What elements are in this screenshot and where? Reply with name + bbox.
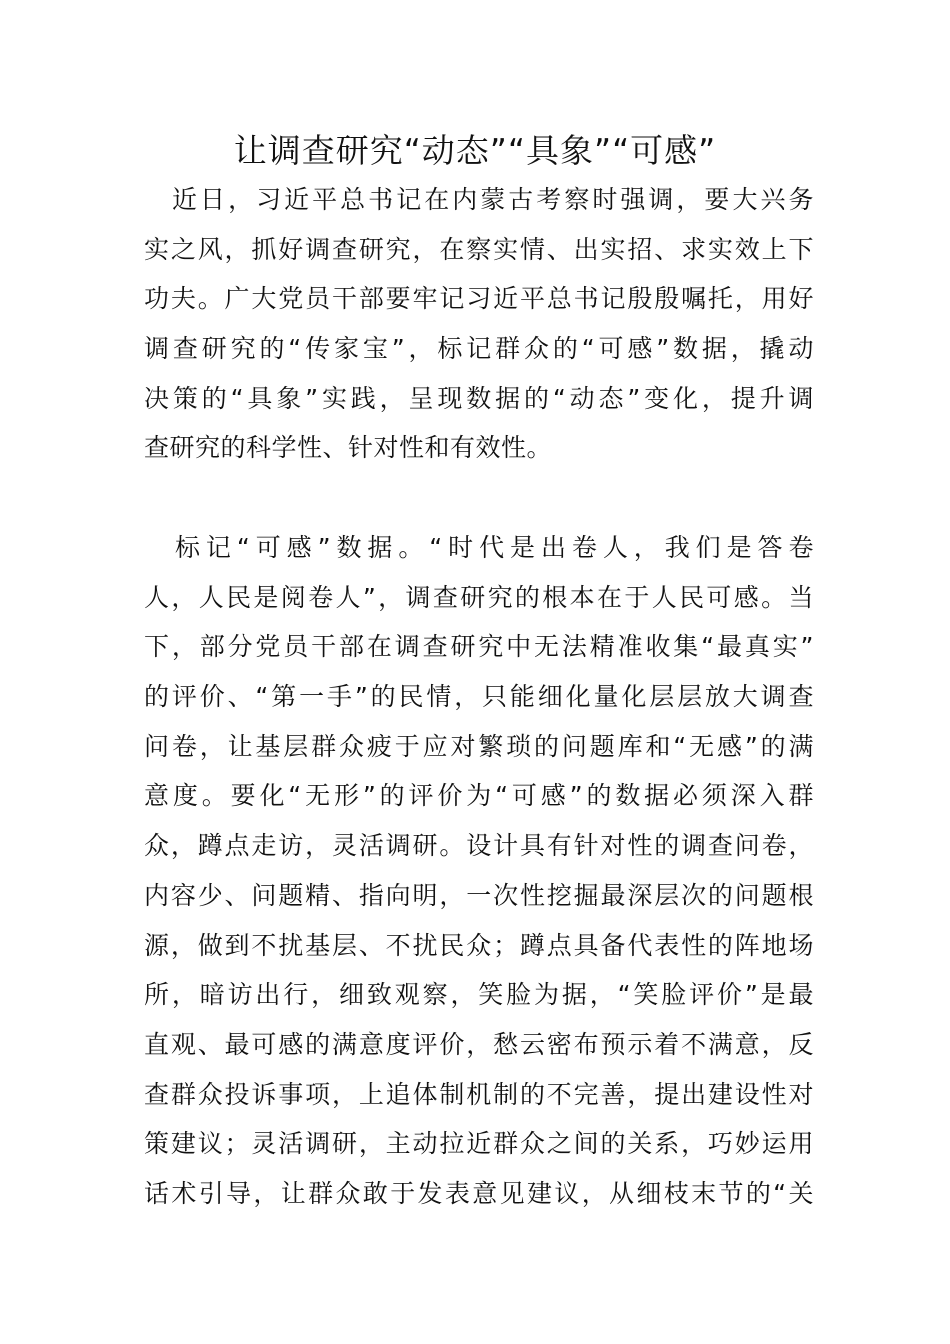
- text-line: 实之风，抓好调查研究，在察实情、出实招、求实效上下: [144, 234, 814, 264]
- text-line: 的评价、“第一手”的民情，只能细化量化层层放大调查: [144, 682, 814, 712]
- text-line: 查群众投诉事项，上追体制机制的不完善，提出建设性对: [144, 1079, 814, 1109]
- text-line: 策建议；灵活调研，主动拉近群众之间的关系，巧妙运用: [144, 1129, 814, 1159]
- text-line: 功夫。广大党员干部要牢记习近平总书记殷殷嘱托，用好: [144, 284, 814, 314]
- text-line: 问卷，让基层群众疲于应对繁琐的问题库和“无感”的满: [144, 731, 814, 761]
- text-line: 内容少、问题精、指向明，一次性挖掘最深层次的问题根: [144, 880, 814, 910]
- text-line: 调查研究的“传家宝”，标记群众的“可感”数据，撬动: [144, 334, 814, 364]
- article-title: 让调查研究“动态”“具象”“可感”: [233, 131, 717, 170]
- paragraph-intro: [144, 175, 814, 473]
- text-line: 下，部分党员干部在调查研究中无法精准收集“最真实”: [144, 632, 814, 662]
- text-line: 意度。要化“无形”的评价为“可感”的数据必须深入群: [144, 781, 814, 811]
- text-line: 标记“可感”数据。“时代是出卷人，我们是答卷: [144, 533, 814, 562]
- paragraph-section-1: [144, 523, 814, 1219]
- text-line: 源，做到不扰基层、不扰民众；蹲点具备代表性的阵地场: [144, 930, 814, 960]
- text-line: 查研究的科学性、针对性和有效性。: [144, 433, 553, 463]
- text-line: 话术引导，让群众敢于发表意见建议，从细枝末节的“关: [144, 1178, 814, 1208]
- text-line: 人，人民是阅卷人”，调查研究的根本在于人民可感。当: [144, 582, 814, 612]
- text-line: 直观、最可感的满意度评价，愁云密布预示着不满意，反: [144, 1029, 814, 1059]
- text-line: 近日，习近平总书记在内蒙古考察时强调，要大兴务: [144, 185, 814, 214]
- text-line: 决策的“具象”实践，呈现数据的“动态”变化，提升调: [144, 383, 814, 413]
- text-line: 众，蹲点走访，灵活调研。设计具有针对性的调查问卷，: [144, 831, 814, 861]
- text-line: 所，暗访出行，细致观察，笑脸为据，“笑脸评价”是最: [144, 980, 814, 1010]
